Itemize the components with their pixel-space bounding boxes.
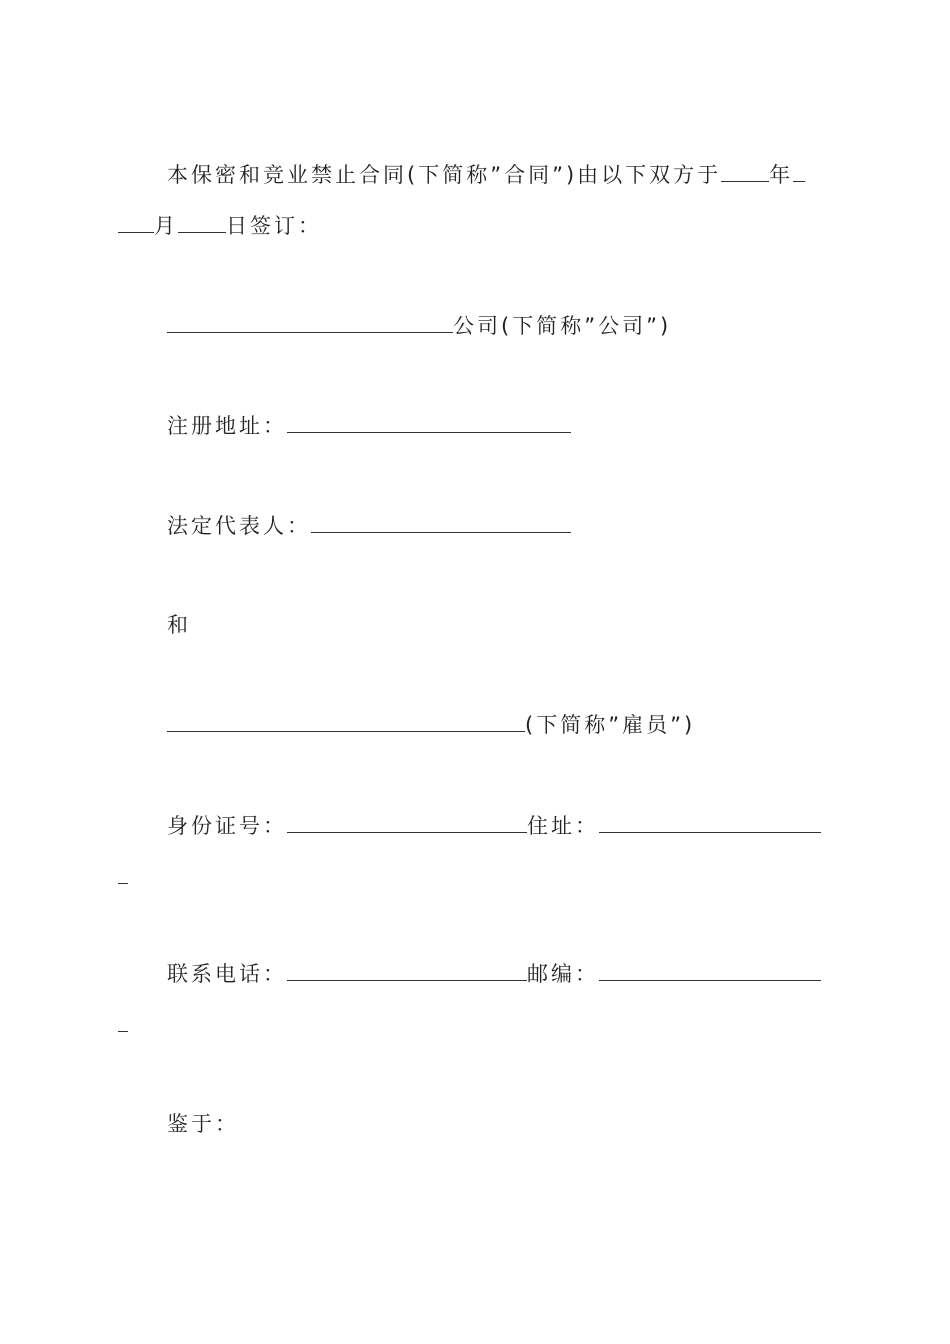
- employee-suffix: (下简称”雇员”): [525, 713, 696, 737]
- address-label: 住址：: [527, 814, 599, 838]
- company-name-blank[interactable]: [167, 312, 453, 333]
- id-address-overflow: [118, 862, 128, 892]
- postcode-label: 邮编：: [527, 962, 599, 986]
- employee-name-blank[interactable]: [167, 711, 525, 732]
- postcode-blank[interactable]: [599, 960, 821, 981]
- whereas-line: [167, 1109, 239, 1139]
- month-unit: 月: [154, 214, 178, 238]
- intro-line-1: [167, 160, 805, 190]
- and-line: [167, 610, 191, 640]
- signing-day-blank[interactable]: [178, 212, 226, 233]
- phone-label: 联系电话：: [167, 962, 287, 986]
- signing-month-blank[interactable]: [118, 212, 154, 233]
- legal-rep-label: 法定代表人：: [167, 514, 311, 538]
- company-line: [167, 311, 671, 341]
- registered-address-line: [167, 411, 571, 441]
- id-number-blank[interactable]: [287, 812, 527, 833]
- registered-address-label: 注册地址：: [167, 414, 287, 438]
- year-unit: 年: [769, 163, 794, 187]
- registered-address-blank[interactable]: [287, 412, 571, 433]
- and-label: 和: [167, 613, 191, 637]
- signing-year-blank-tail: [793, 161, 805, 182]
- phone-postcode-line: [167, 959, 821, 989]
- address-blank-tail: [118, 863, 128, 884]
- company-suffix: 公司(下简称”公司”): [453, 314, 672, 338]
- employee-line: [167, 710, 695, 740]
- legal-rep-blank[interactable]: [311, 512, 571, 533]
- intro-text: 本保密和竞业禁止合同(下简称”合同”)由以下双方于: [167, 163, 722, 187]
- phone-postcode-overflow: [118, 1010, 128, 1040]
- address-blank[interactable]: [599, 812, 821, 833]
- id-address-line: [167, 811, 821, 841]
- phone-blank[interactable]: [287, 960, 527, 981]
- legal-rep-line: [167, 511, 571, 541]
- intro-line-2: [118, 211, 322, 241]
- day-unit: 日签订：: [226, 214, 322, 238]
- whereas-label: 鉴于：: [167, 1112, 239, 1136]
- id-number-label: 身份证号：: [167, 814, 287, 838]
- postcode-blank-tail: [118, 1011, 128, 1032]
- signing-year-blank[interactable]: [721, 161, 769, 182]
